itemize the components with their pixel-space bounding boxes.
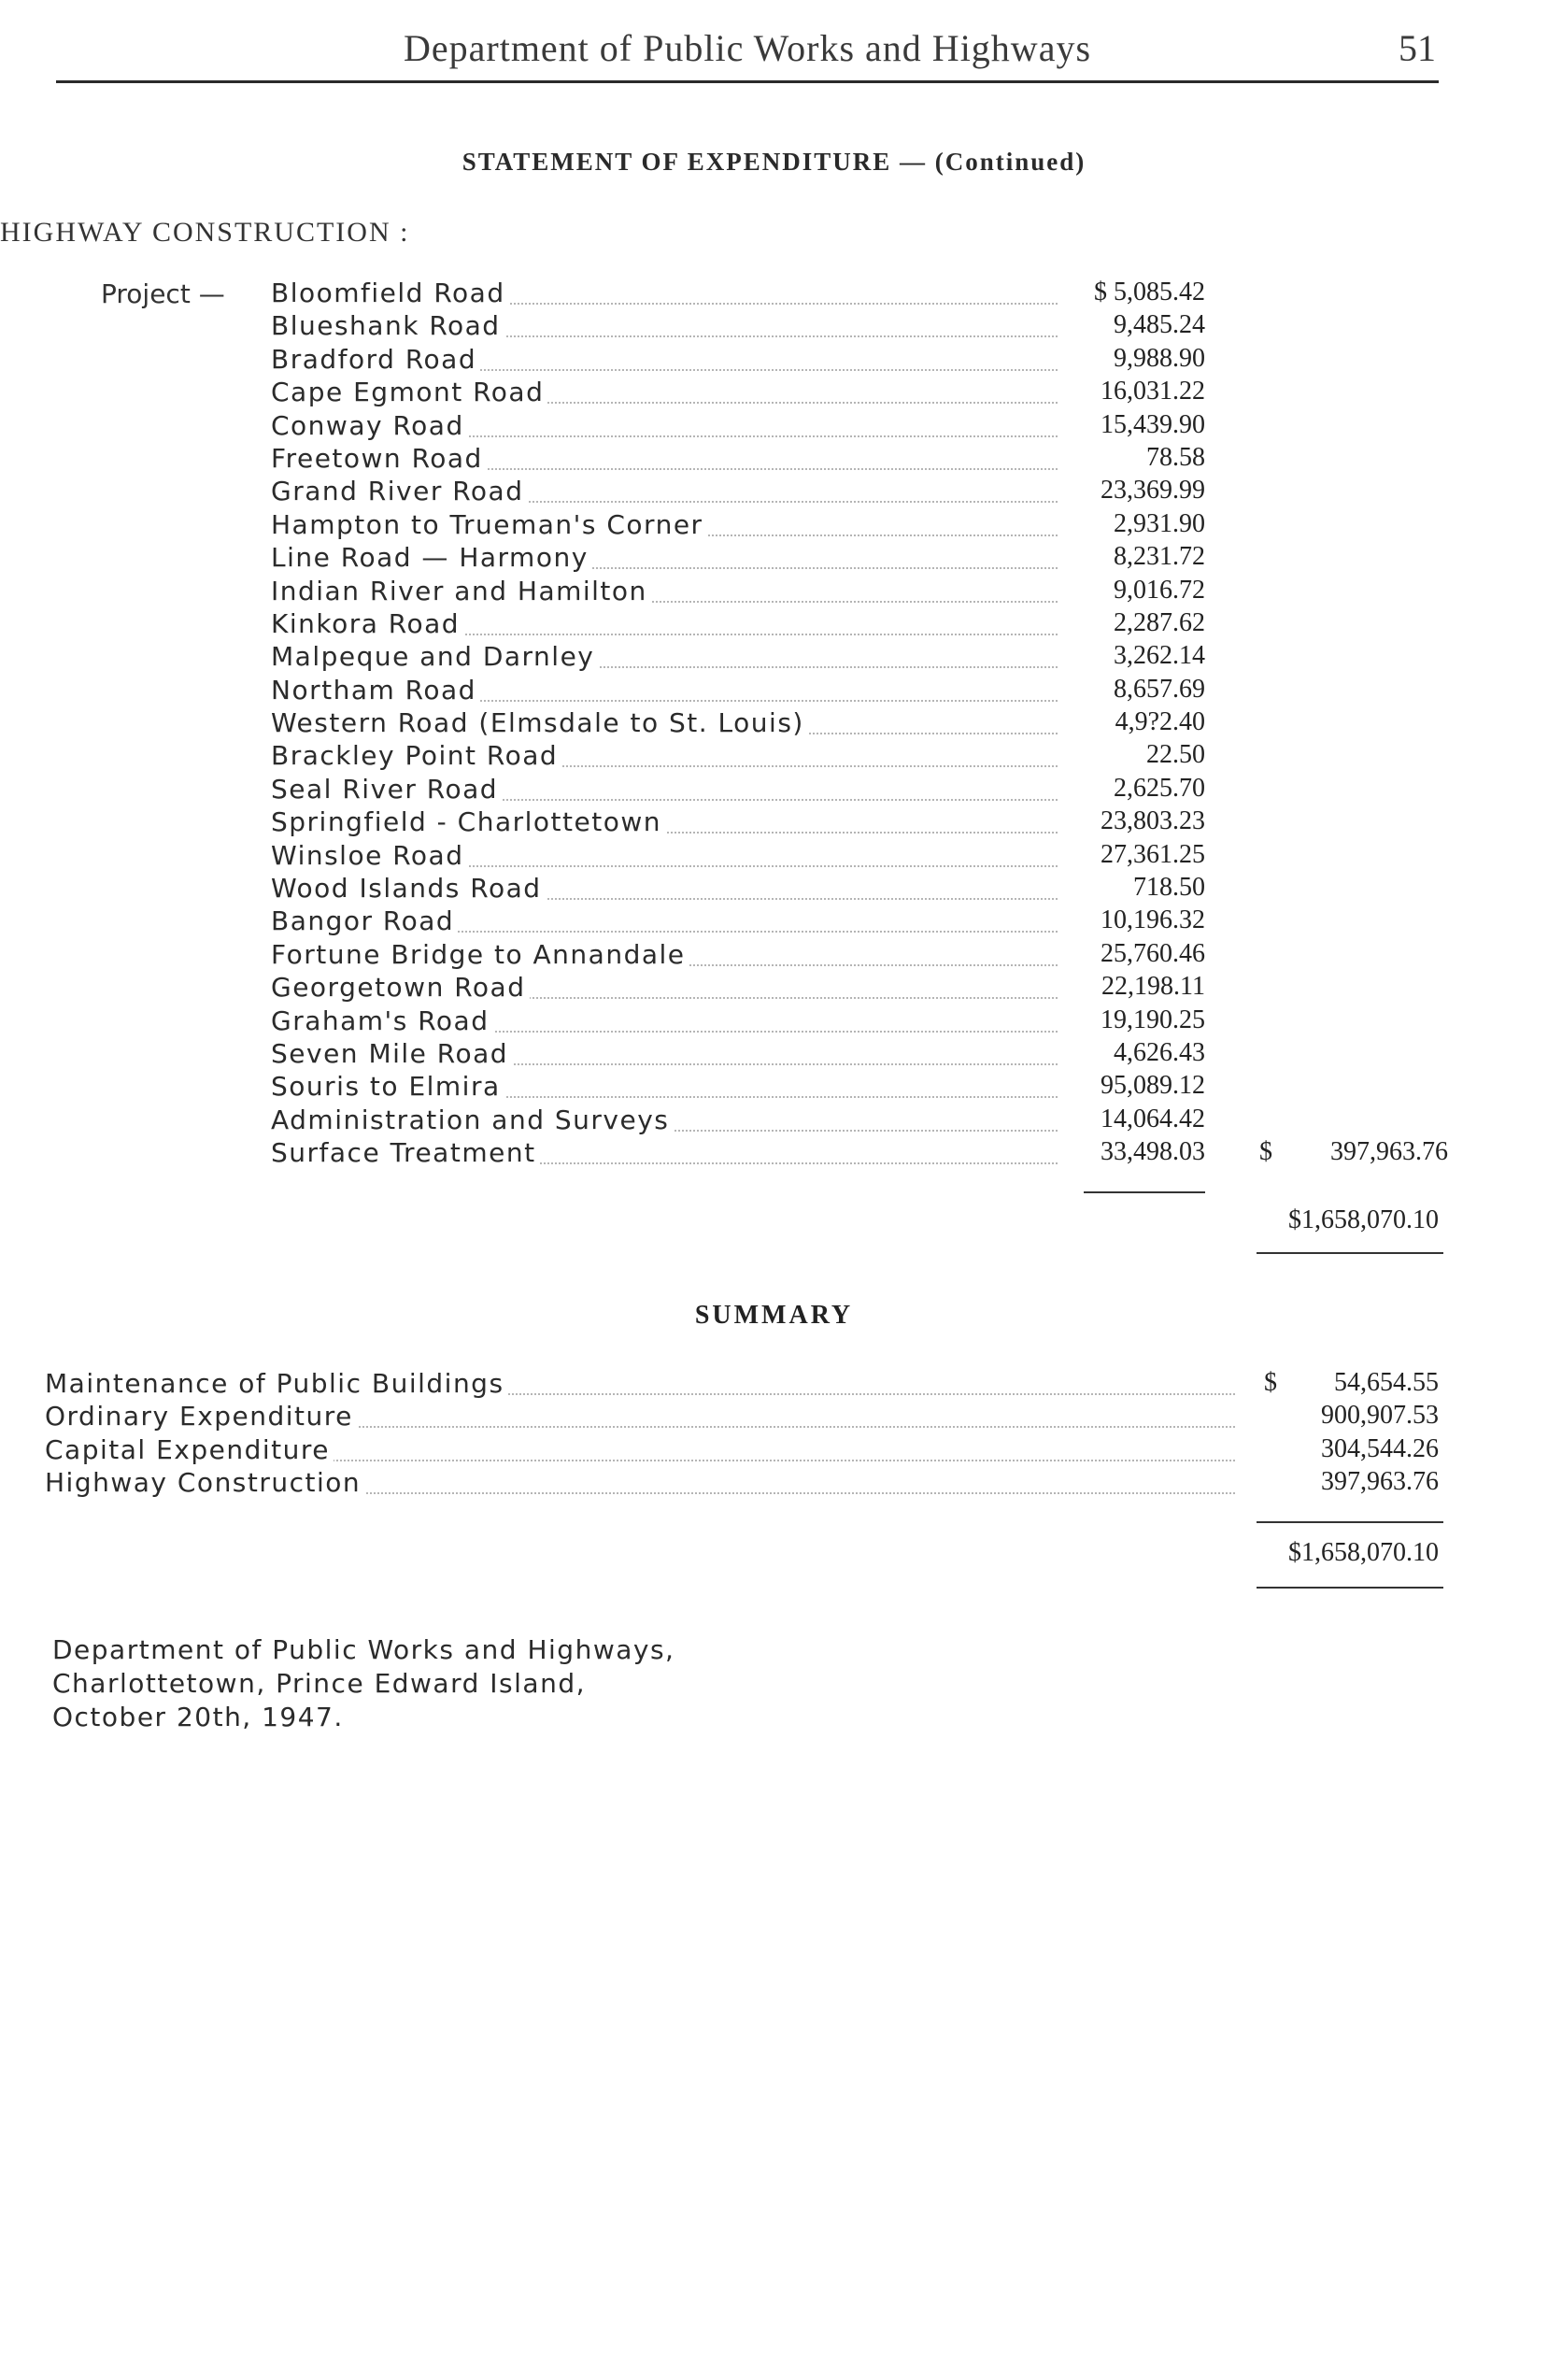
- project-row: [271, 1005, 1457, 1038]
- project-name: Seven Mile Road: [271, 1038, 512, 1069]
- summary-list: [45, 1368, 1446, 1501]
- project-row: [271, 774, 1457, 806]
- project-name: Malpeque and Darnley: [271, 641, 598, 672]
- summary-row: [45, 1467, 1446, 1500]
- project-row: [271, 344, 1457, 377]
- project-amount: 4,9?2.40: [1115, 707, 1205, 737]
- summary-row: [45, 1401, 1446, 1433]
- project-name: Graham's Road: [271, 1005, 493, 1036]
- column-rule-amounts: [1084, 1191, 1205, 1193]
- project-amount: 78.58: [1146, 442, 1205, 472]
- summary-item-amount: 54,654.55: [1334, 1368, 1439, 1397]
- project-name: Kinkora Road: [271, 608, 463, 639]
- page-number: 51: [1399, 27, 1436, 69]
- project-name: Brackley Point Road: [271, 740, 561, 771]
- project-amount: 2,625.70: [1114, 773, 1205, 803]
- project-row: [271, 278, 1457, 310]
- project-row: [271, 1137, 1457, 1170]
- grand-total-rule: [1257, 1252, 1443, 1254]
- project-amount: 10,196.32: [1101, 905, 1205, 935]
- summary-item-amount: 900,907.53: [1321, 1401, 1439, 1431]
- project-amount: 9,988.90: [1114, 343, 1205, 373]
- project-list: [271, 278, 1457, 1171]
- project-name: Fortune Bridge to Annandale: [271, 939, 689, 970]
- project-row: [271, 1104, 1457, 1137]
- project-name: Administration and Surveys: [271, 1104, 673, 1135]
- project-amount: 4,626.43: [1114, 1037, 1205, 1067]
- project-amount: 23,369.99: [1101, 476, 1205, 506]
- project-amount: 9,016.72: [1114, 575, 1205, 605]
- project-name: Surface Treatment: [271, 1137, 540, 1168]
- project-row: [271, 509, 1457, 542]
- project-name: Seal River Road: [271, 774, 502, 805]
- project-name: Cape Egmont Road: [271, 377, 547, 407]
- project-amount: 2,287.62: [1114, 607, 1205, 637]
- project-amount: 718.50: [1133, 873, 1205, 903]
- project-prefix: Project —: [101, 278, 225, 309]
- summary-item-amount: 397,963.76: [1321, 1467, 1439, 1497]
- project-amount: 27,361.25: [1101, 839, 1205, 869]
- project-name: Hampton to Trueman's Corner: [271, 509, 707, 540]
- project-name: Bloomfield Road: [271, 278, 509, 308]
- project-row: [271, 377, 1457, 409]
- project-name: Blueshank Road: [271, 310, 504, 341]
- project-amount: 8,231.72: [1114, 542, 1205, 572]
- project-amount: 2,931.90: [1114, 508, 1205, 538]
- project-name: Souris to Elmira: [271, 1071, 504, 1102]
- project-amount: 15,439.90: [1101, 409, 1205, 439]
- running-title: Department of Public Works and Highways: [403, 27, 1092, 69]
- project-row: [271, 576, 1457, 608]
- project-amount: $ 5,085.42: [1094, 278, 1205, 306]
- project-name: Freetown Road: [271, 443, 487, 474]
- project-row: [271, 873, 1457, 905]
- project-name: Northam Road: [271, 675, 480, 705]
- project-amount: 23,803.23: [1101, 806, 1205, 836]
- summary-item-name: Ordinary Expenditure: [45, 1401, 357, 1432]
- project-name: Bradford Road: [271, 344, 480, 375]
- project-amount: 22.50: [1146, 740, 1205, 770]
- summary-item-amount: 304,544.26: [1321, 1433, 1439, 1463]
- project-amount: 19,190.25: [1101, 1005, 1205, 1034]
- grand-total: $1,658,070.10: [1288, 1205, 1439, 1234]
- signature-line-3: October 20th, 1947.: [52, 1702, 344, 1732]
- signature-line-2: Charlottetown, Prince Edward Island,: [52, 1668, 586, 1699]
- project-row: [271, 972, 1457, 1005]
- project-amount: 9,485.24: [1114, 310, 1205, 340]
- project-row: [271, 410, 1457, 443]
- statement-title: STATEMENT OF EXPENDITURE — (Continued): [462, 148, 1086, 176]
- summary-row: [45, 1368, 1446, 1401]
- running-header: [0, 26, 1548, 82]
- summary-total: $1,658,070.10: [1288, 1538, 1439, 1567]
- project-name: Georgetown Road: [271, 972, 530, 1003]
- project-amount: 3,262.14: [1114, 641, 1205, 671]
- project-row: [271, 476, 1457, 508]
- project-amount: 95,089.12: [1101, 1071, 1205, 1101]
- project-row: [271, 740, 1457, 773]
- summary-row: [45, 1434, 1446, 1467]
- summary-total-rule: [1257, 1587, 1443, 1589]
- header-rule: [56, 80, 1439, 83]
- summary-item-name: Capital Expenditure: [45, 1434, 334, 1465]
- summary-dollar-sign: $: [1264, 1368, 1277, 1397]
- project-name: Springfield - Charlottetown: [271, 806, 665, 837]
- project-name: Wood Islands Road: [271, 873, 546, 904]
- section-title: HIGHWAY CONSTRUCTION :: [0, 217, 410, 248]
- project-row: [271, 1038, 1457, 1071]
- signature-block: [52, 1633, 675, 1734]
- project-amount: 16,031.22: [1101, 377, 1205, 406]
- project-row: [271, 840, 1457, 873]
- project-row: [271, 641, 1457, 674]
- project-row: [271, 608, 1457, 641]
- project-name: Line Road — Harmony: [271, 542, 592, 573]
- project-row: [271, 806, 1457, 839]
- project-amount: 14,064.42: [1101, 1104, 1205, 1133]
- project-row: [271, 939, 1457, 972]
- project-name: Winsloe Road: [271, 840, 467, 871]
- project-row: [271, 905, 1457, 938]
- project-row: [271, 443, 1457, 476]
- project-name: Western Road (Elmsdale to St. Louis): [271, 707, 808, 738]
- summary-item-name: Highway Construction: [45, 1467, 364, 1498]
- project-row: [271, 542, 1457, 575]
- project-row: [271, 707, 1457, 740]
- signature-line-1: Department of Public Works and Highways,: [52, 1634, 675, 1665]
- project-row: [271, 310, 1457, 343]
- subtotal-amount: 397,963.76: [1330, 1137, 1448, 1167]
- summary-sum-rule: [1257, 1521, 1443, 1523]
- project-name: Grand River Road: [271, 476, 528, 506]
- subtotal-dollar-sign: $: [1259, 1137, 1272, 1167]
- project-name: Indian River and Hamilton: [271, 576, 651, 606]
- project-amount: 25,760.46: [1101, 938, 1205, 968]
- summary-title: SUMMARY: [694, 1301, 854, 1330]
- summary-item-name: Maintenance of Public Buildings: [45, 1368, 508, 1399]
- project-row: [271, 1071, 1457, 1104]
- project-name: Bangor Road: [271, 905, 458, 936]
- project-name: Conway Road: [271, 410, 468, 441]
- project-amount: 8,657.69: [1114, 674, 1205, 704]
- project-amount: 33,498.03: [1101, 1137, 1205, 1167]
- project-row: [271, 675, 1457, 707]
- project-amount: 22,198.11: [1101, 972, 1205, 1002]
